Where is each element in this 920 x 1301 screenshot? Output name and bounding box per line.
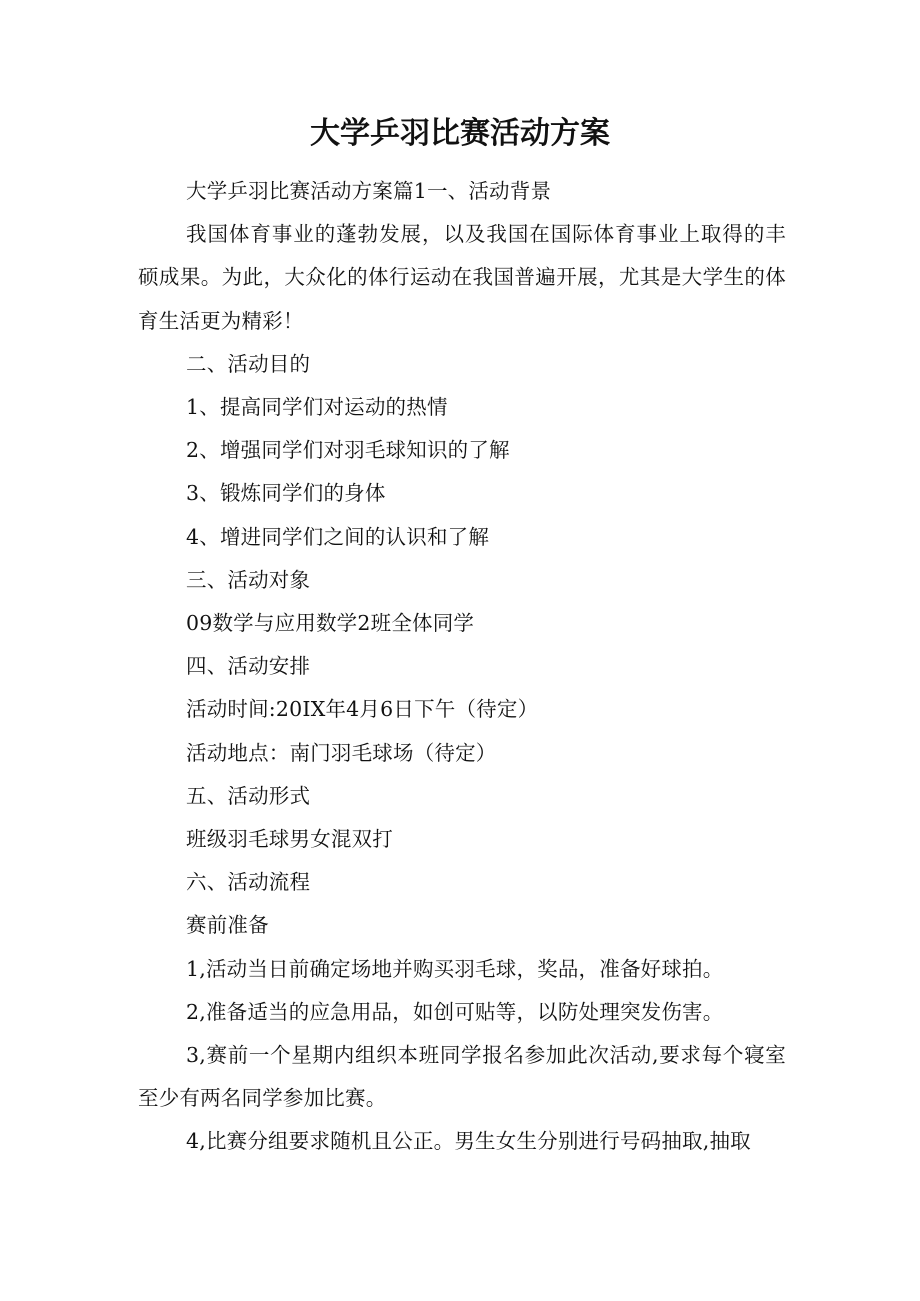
paragraph-3: 二、活动目的 xyxy=(186,351,311,376)
paragraph-11: 活动时间:20IX年4月6日下午（待定） xyxy=(186,697,539,722)
paragraph-18: 2,准备适当的应急用品，如创可贴等，以防处理突发伤害。 xyxy=(186,999,724,1024)
paragraph-13: 五、活动形式 xyxy=(186,783,311,808)
paragraph-4: 1、提高同学们对运动的热情 xyxy=(186,395,448,420)
paragraph-7: 4、增进同学们之间的认识和了解 xyxy=(186,524,490,549)
paragraph-17: 1,活动当日前确定场地并购买羽毛球，奖品，准备好球拍。 xyxy=(186,956,724,981)
paragraph-9: 09数学与应用数学2班全体同学 xyxy=(186,611,475,636)
paragraph-10: 四、活动安排 xyxy=(186,654,311,679)
paragraph-6: 3、锻炼同学们的身体 xyxy=(186,481,386,506)
paragraph-8: 三、活动对象 xyxy=(186,567,311,592)
paragraph-16: 赛前准备 xyxy=(186,913,269,938)
paragraph-19: 3,赛前一个星期内组织本班同学报名参加此次活动,要求每个寝室至少有两名同学参加比赛。 xyxy=(138,1043,786,1111)
paragraph-15: 六、活动流程 xyxy=(186,870,311,895)
paragraph-14: 班级羽毛球男女混双打 xyxy=(186,827,393,852)
document-body xyxy=(138,170,786,1164)
paragraph-1: 大学乒羽比赛活动方案篇1一、活动背景 xyxy=(186,179,552,203)
paragraph-12: 活动地点：南门羽毛球场（待定） xyxy=(186,740,497,765)
paragraph-5: 2、增强同学们对羽毛球知识的了解 xyxy=(186,438,510,463)
paragraph-20: 4,比赛分组要求随机且公正。男生女生分别进行号码抽取,抽取 xyxy=(186,1129,751,1154)
document-title: 大学乒羽比赛活动方案 xyxy=(310,116,610,151)
paragraph-2: 我国体育事业的蓬勃发展，以及我国在国际体育事业上取得的丰硕成果。为此，大众化的体行运动在我国普遍开展，尤其是大学生的体育生活更为精彩！ xyxy=(138,222,786,333)
